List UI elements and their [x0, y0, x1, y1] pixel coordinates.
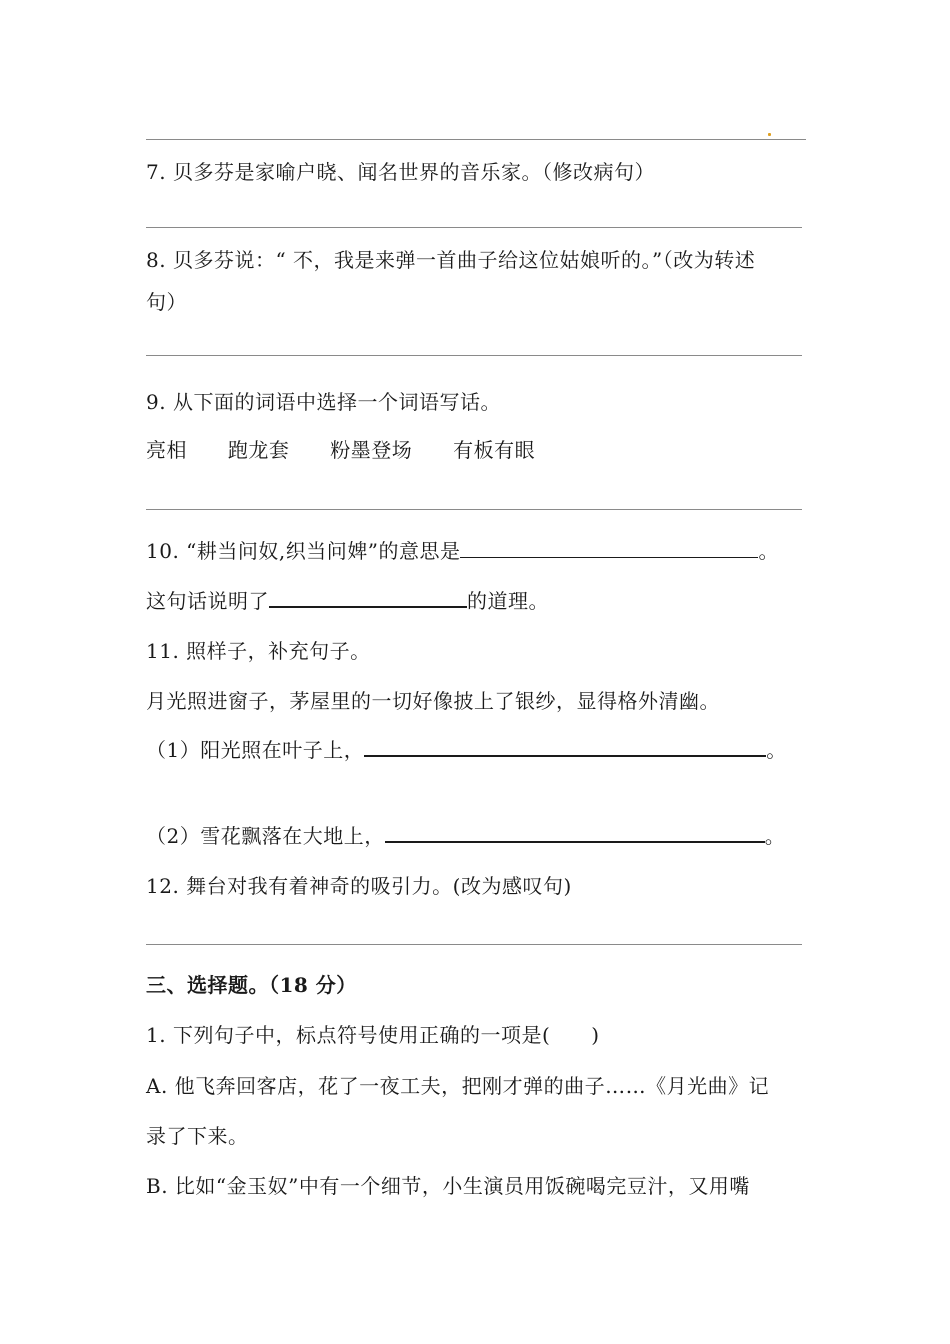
- question-8-line1: 8. 贝多芬说：“ 不，我是来弹一首曲子给这位姑娘听的。”（改为转述: [146, 248, 756, 272]
- question-10-line2-suffix: 的道理。: [467, 589, 549, 613]
- option-a-line1: A. 他飞奔回客店，花了一夜工夫，把刚才弹的曲子……《月光曲》记: [146, 1074, 770, 1098]
- word-choice: 有板有眼: [453, 438, 536, 462]
- option-b-line1: B. 比如“金玉奴”中有一个细节，小生演员用饭碗喝完豆汁，又用嘴: [146, 1174, 750, 1198]
- question-10-line1: [146, 537, 779, 565]
- section-title: 三、选择题。（18 分）: [146, 973, 357, 997]
- answer-blank-q10-reason[interactable]: [269, 588, 467, 608]
- answer-blank-q11-1[interactable]: [364, 737, 766, 757]
- answer-line-q6[interactable]: [146, 139, 806, 140]
- word-choice: 亮相: [146, 438, 187, 462]
- question-7: 7. 贝多芬是家喻户晓、闻名世界的音乐家。（修改病句）: [146, 160, 655, 184]
- answer-line-q9[interactable]: [146, 509, 802, 510]
- speck-mark: [768, 133, 771, 136]
- question-10-suffix: 。: [758, 539, 779, 563]
- question-8-line2: 句）: [146, 290, 187, 314]
- question-11-item2: [146, 822, 785, 850]
- item1-end: 。: [766, 738, 787, 762]
- word-choices: [146, 436, 569, 464]
- option-a-line2: 录了下来。: [146, 1124, 249, 1148]
- answer-line-q12[interactable]: [146, 944, 802, 945]
- answer-line-q7[interactable]: [146, 227, 802, 228]
- question-9: 9. 从下面的词语中选择一个词语写话。: [146, 390, 501, 414]
- example-sentence: 月光照进窗子，茅屋里的一切好像披上了银纱，显得格外清幽。: [146, 689, 720, 713]
- question-10-prefix: 10. “耕当问奴,织当问婢”的意思是: [146, 539, 461, 563]
- question-10-line2: [146, 587, 549, 615]
- word-choice: 跑龙套: [227, 438, 290, 462]
- answer-line-q8[interactable]: [146, 355, 802, 356]
- answer-blank-q10-meaning[interactable]: [460, 539, 758, 558]
- choice-question-1: 1. 下列句子中，标点符号使用正确的一项是( ): [146, 1023, 600, 1047]
- answer-blank-q11-2[interactable]: [385, 823, 765, 843]
- item2-prefix: （2）雪花飘落在大地上，: [146, 824, 385, 848]
- item1-prefix: （1）阳光照在叶子上，: [146, 738, 365, 762]
- question-11: 11. 照样子，补充句子。: [146, 639, 371, 663]
- question-11-item1: [146, 736, 787, 764]
- question-10-line2-prefix: 这句话说明了: [146, 589, 269, 613]
- question-12: 12. 舞台对我有着神奇的吸引力。(改为感叹句): [146, 874, 572, 898]
- item2-end: 。: [764, 824, 786, 848]
- word-choice: 粉墨登场: [330, 438, 413, 462]
